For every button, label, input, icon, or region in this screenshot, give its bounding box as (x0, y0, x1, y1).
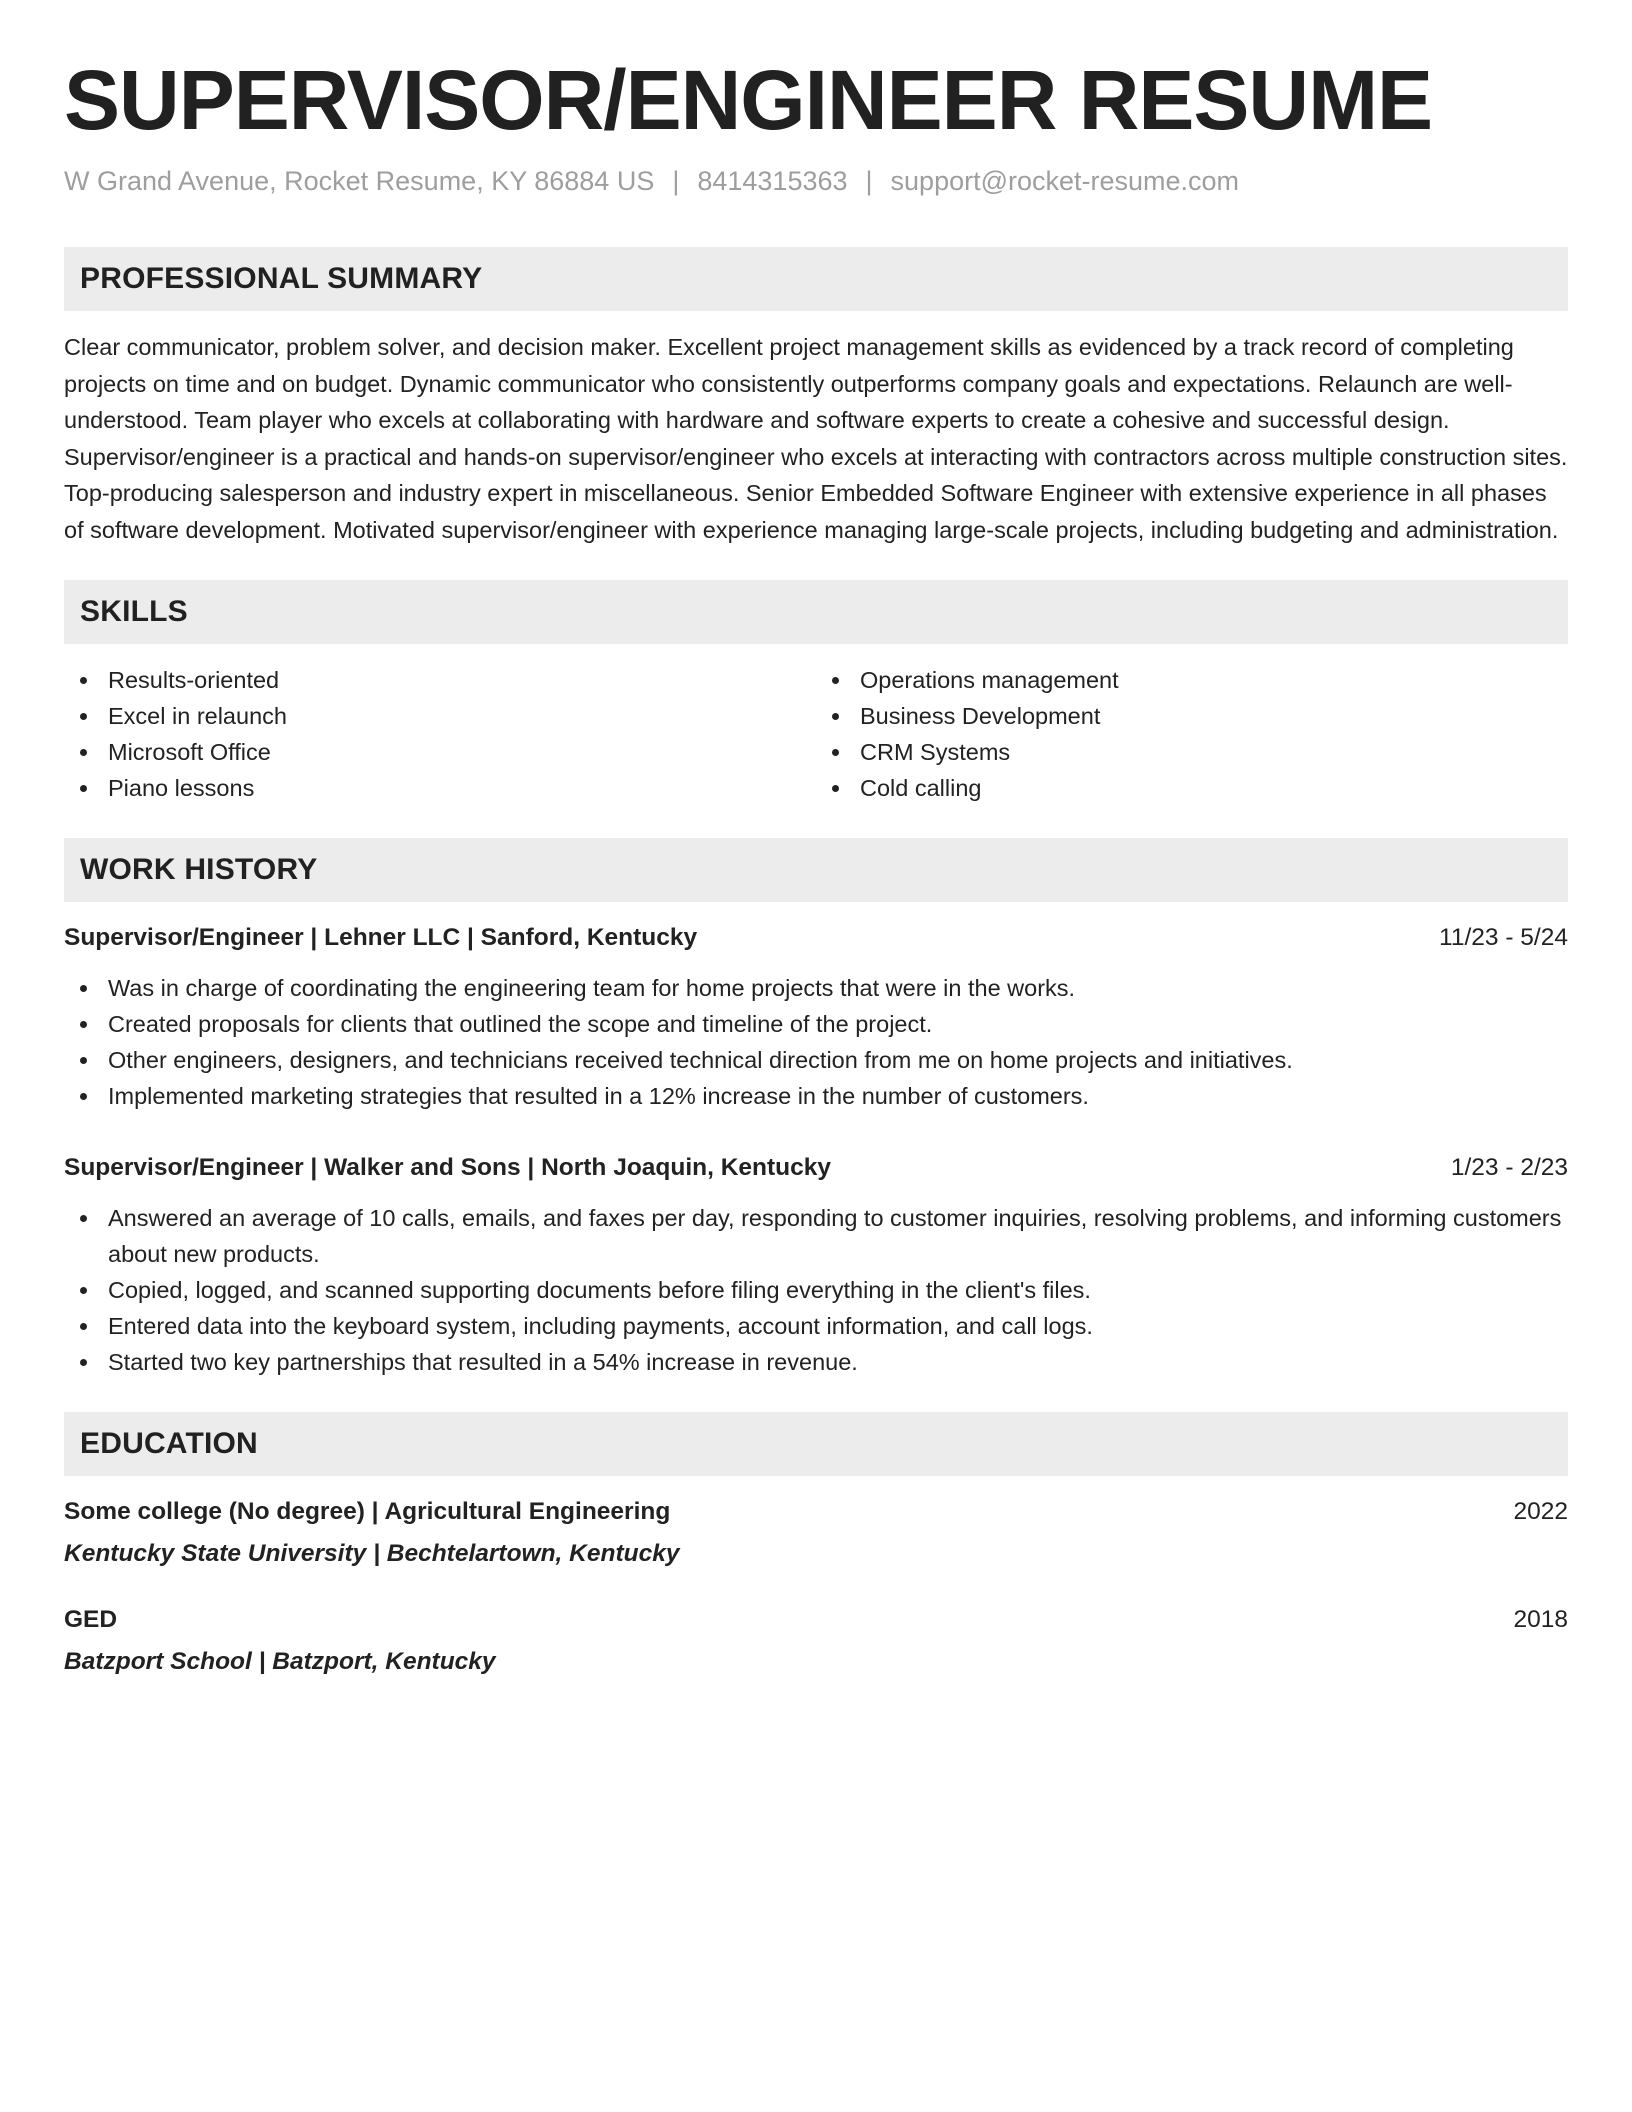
contact-email: support@rocket-resume.com (890, 166, 1240, 197)
education-year: 2022 (1513, 1498, 1568, 1526)
section-header-skills: SKILLS (64, 580, 1568, 644)
skill-item: Results-oriented (64, 662, 816, 698)
job-dates: 1/23 - 2/23 (1450, 1154, 1568, 1182)
job-title: Supervisor/Engineer | Walker and Sons | North Joaquin, Kentucky (64, 1154, 832, 1182)
job-bullets (64, 970, 1568, 1114)
skills-list (64, 662, 1568, 806)
job-dates: 11/23 - 5/24 (1439, 924, 1568, 952)
contact-separator: | (865, 166, 873, 197)
skill-item: CRM Systems (816, 734, 1568, 770)
skills-column-left (64, 662, 816, 806)
skill-item: Microsoft Office (64, 734, 816, 770)
contact-address: W Grand Avenue, Rocket Resume, KY 86884 US (64, 166, 655, 197)
job-bullet: Other engineers, designers, and technicians received technical direction from me on home projects and initiatives. (64, 1042, 1568, 1078)
skill-item: Business Development (816, 698, 1568, 734)
education-entry (64, 1498, 1568, 1568)
skills-column-right (816, 662, 1568, 806)
contact-line (64, 166, 1568, 197)
education-school: Kentucky State University | Bechtelartown, Kentucky (64, 1540, 680, 1568)
education-degree: GED (64, 1606, 118, 1634)
skill-item: Excel in relaunch (64, 698, 816, 734)
contact-phone: 8414315363 (697, 166, 848, 197)
summary-text: Clear communicator, problem solver, and decision maker. Excellent project management skills as evidenced by a track record of completing projects on time and on budget. Dynamic communicator who consistently outperforms company goals and expectations. Relaunch are well-understood. Team player who excels at collaborating with hardware and software experts to create a cohesive and successful design. Supervisor/engineer is a practical and hands-on supervisor/engineer who excels at interacting with contractors across multiple construction sites. Top-producing salesperson and industry expert in miscellaneous. Senior Embedded Software Engineer with extensive experience in all phases of software development. Motivated supervisor/engineer with experience managing large-scale projects, including budgeting and administration. (64, 334, 1568, 543)
job-bullets (64, 1200, 1568, 1380)
education-year: 2018 (1513, 1606, 1568, 1634)
section-header-education: EDUCATION (64, 1412, 1568, 1476)
resume-title: SUPERVISOR/ENGINEER RESUME (64, 53, 1433, 147)
education-entry (64, 1606, 1568, 1676)
skill-item: Cold calling (816, 770, 1568, 806)
section-header-summary: PROFESSIONAL SUMMARY (64, 247, 1568, 311)
education-school: Batzport School | Batzport, Kentucky (64, 1648, 496, 1676)
section-header-work-history: WORK HISTORY (64, 838, 1568, 902)
job-bullet: Answered an average of 10 calls, emails, and faxes per day, responding to customer inquiries, resolving problems, and informing customers about new products. (64, 1200, 1568, 1272)
job-bullet: Created proposals for clients that outlined the scope and timeline of the project. (64, 1006, 1568, 1042)
contact-separator: | (672, 166, 680, 197)
job-bullet: Copied, logged, and scanned supporting documents before filing everything in the client's files. (64, 1272, 1568, 1308)
job-bullet: Implemented marketing strategies that resulted in a 12% increase in the number of customers. (64, 1078, 1568, 1114)
skill-item: Piano lessons (64, 770, 816, 806)
job-entry (64, 1154, 1568, 1380)
job-title: Supervisor/Engineer | Lehner LLC | Sanford, Kentucky (64, 924, 698, 952)
job-bullet: Was in charge of coordinating the engineering team for home projects that were in the works. (64, 970, 1568, 1006)
education-degree: Some college (No degree) | Agricultural Engineering (64, 1498, 671, 1526)
skill-item: Operations management (816, 662, 1568, 698)
job-bullet: Entered data into the keyboard system, including payments, account information, and call logs. (64, 1308, 1568, 1344)
job-entry (64, 924, 1568, 1114)
job-bullet: Started two key partnerships that resulted in a 54% increase in revenue. (64, 1344, 1568, 1380)
